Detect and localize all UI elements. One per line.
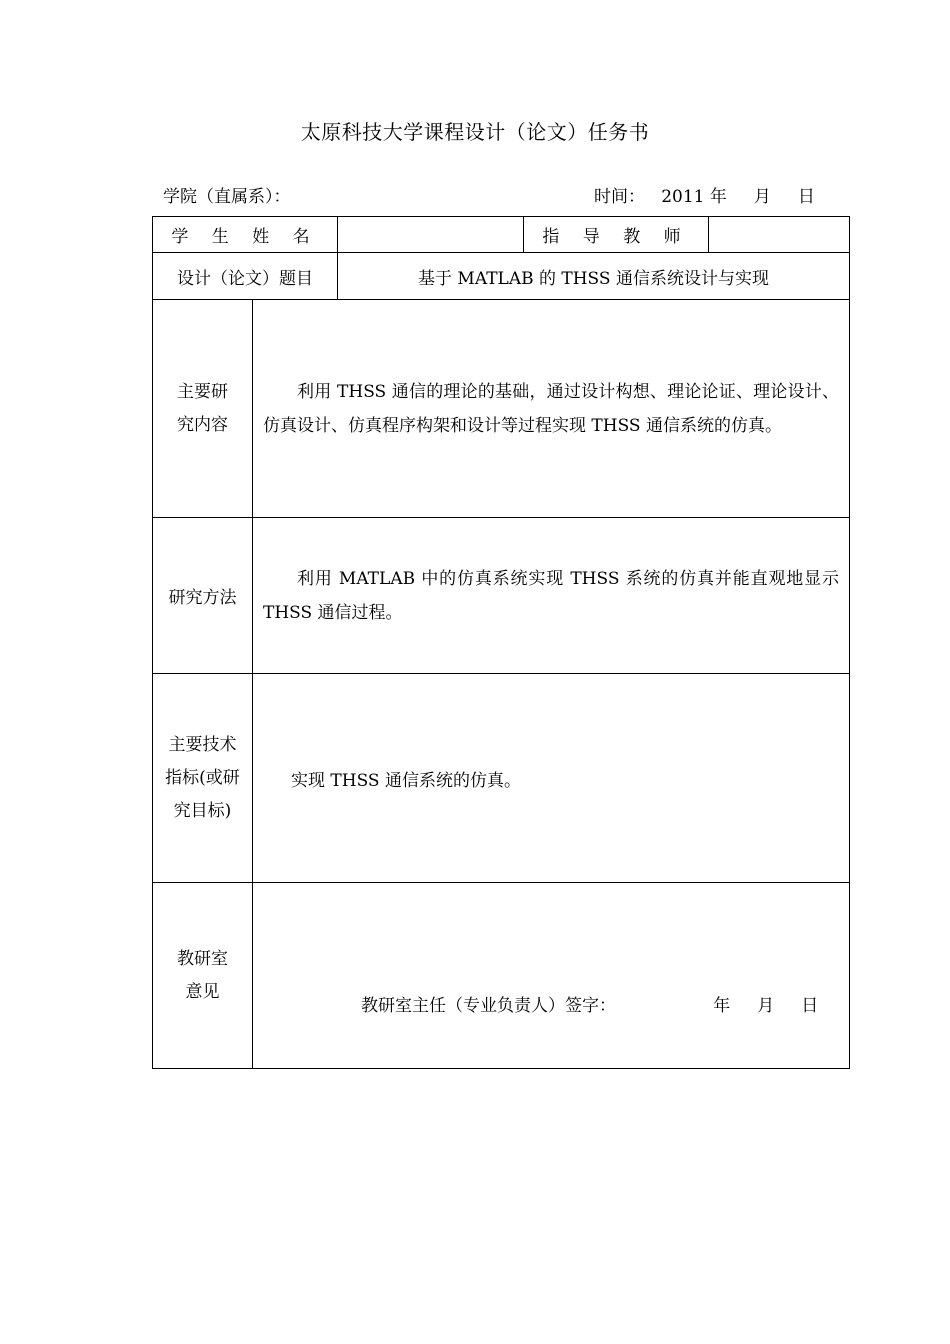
advisor-label: 指 导 教 师 [524,217,709,253]
table-row [153,883,850,1069]
office-sign-line: 教研室主任（专业负责人）签字： 年 月 日 [361,996,819,1016]
topic-label: 设计（论文）题目 [153,253,338,300]
office-label-line: 意见 [185,981,220,1002]
tech-label-line: 主要技术 [168,734,237,755]
student-name-label: 学 生 姓 名 [153,217,338,253]
task-form-table [152,216,850,1069]
method-text[interactable]: 利用 MATLAB 中的仿真系统实现 THSS 系统的仿真并能直观地显示 THSS 通信过程。 [253,518,850,674]
office-label [153,883,253,1069]
office-label-line: 教研室 [177,948,228,969]
student-name-field[interactable] [338,217,524,253]
content-label-line: 究内容 [177,414,228,435]
content-label [153,300,253,518]
table-row [153,518,850,674]
page-title: 太原科技大学课程设计（论文）任务书 [300,120,650,144]
tech-label-line: 指标(或研 [165,767,240,788]
office-opinion-field[interactable] [253,883,850,1069]
tech-label [153,674,253,883]
college-label: 学院（直属系）： [163,187,291,207]
table-row [153,253,850,300]
content-label-line: 主要研 [177,381,228,402]
date-label: 时间： 2011 年 月 日 [594,187,815,207]
tech-label-line: 究目标) [173,800,232,821]
tech-text[interactable]: 实现 THSS 通信系统的仿真。 [253,674,850,883]
table-row [153,674,850,883]
table-row [153,300,850,518]
content-text[interactable]: 利用 THSS 通信的理论的基础，通过设计构想、理论论证、理论设计、仿真设计、仿真程序构架和设计等过程实现 THSS 通信系统的仿真。 [253,300,850,518]
method-label: 研究方法 [153,518,253,674]
table-row [153,217,850,253]
advisor-field[interactable] [709,217,850,253]
topic-field[interactable]: 基于 MATLAB 的 THSS 通信系统设计与实现 [338,253,850,300]
